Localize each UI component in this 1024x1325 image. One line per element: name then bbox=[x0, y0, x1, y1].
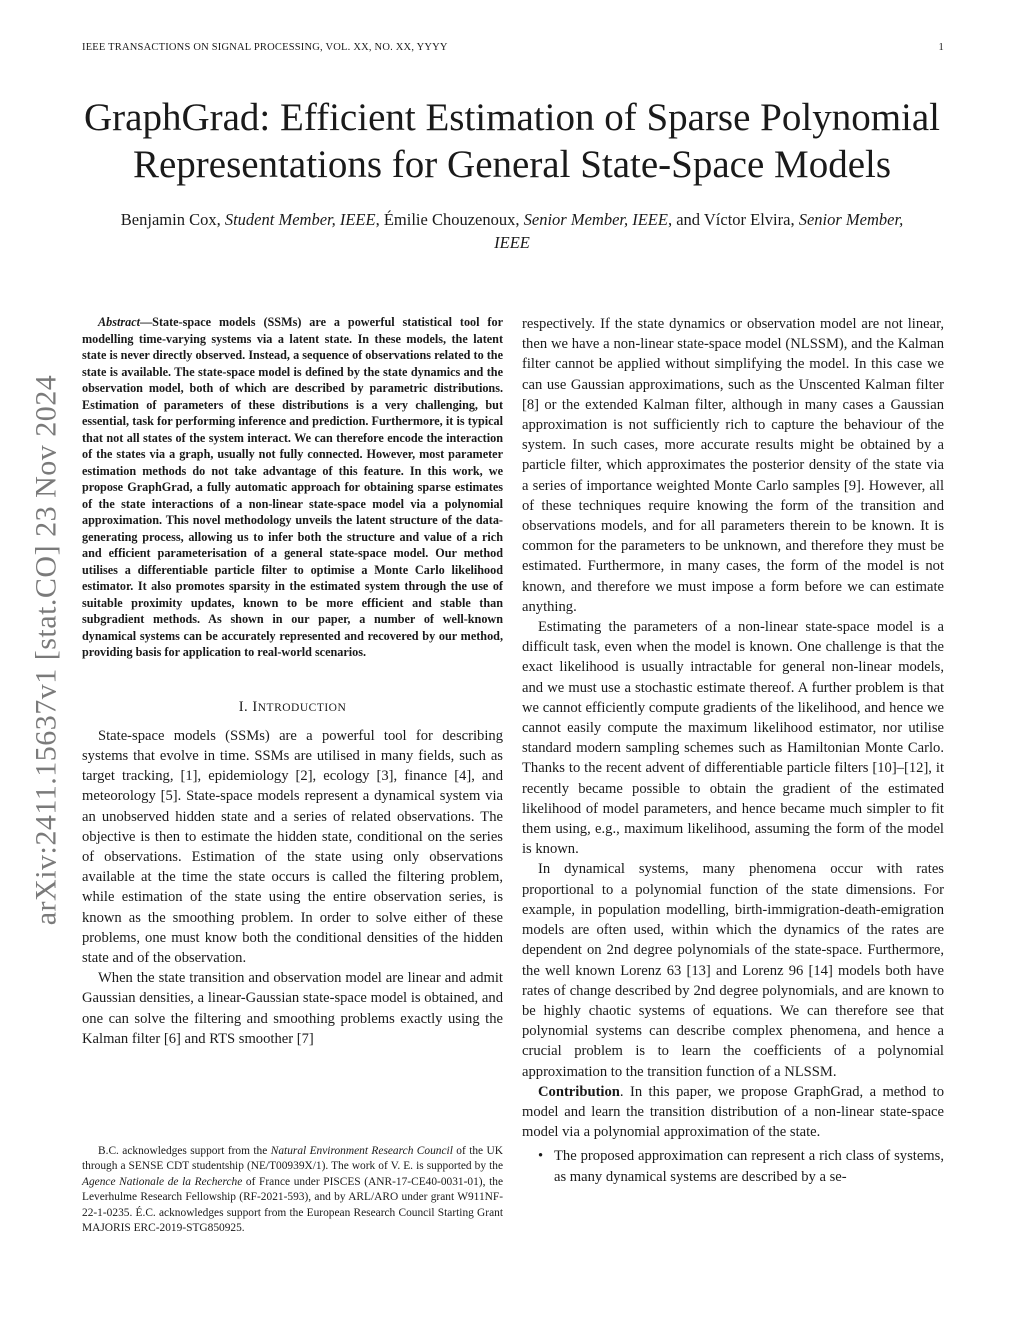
funding-footnote bbox=[82, 1144, 503, 1236]
journal-header: IEEE TRANSACTIONS ON SIGNAL PROCESSING, VOL. XX, NO. XX, YYYY bbox=[82, 42, 448, 53]
footnote-funder-2: Agence Nationale de la Recherche bbox=[82, 1175, 243, 1188]
footnote-text-3: of France under PISCES (ANR-17-CE40-0031-01), the Leverhulme Research Fellowship (RF-2021-593), and by ARL/ARO under grant W911NF-22-1-0235. É.C. acknowledges support from the European Research Council Starting Grant MAJORIS ERC-2019-STG850925. bbox=[82, 1175, 503, 1235]
section-title-initial: I bbox=[252, 698, 258, 715]
abstract-label: Abstract bbox=[98, 315, 140, 329]
arxiv-identifier: arXiv:2411.15637v1 [stat.CO] 23 Nov 2024 bbox=[29, 374, 63, 926]
author-2-name: , Émilie Chouzenoux, bbox=[375, 210, 524, 229]
right-column bbox=[522, 314, 944, 1187]
contribution-list bbox=[522, 1146, 944, 1186]
author-1-membership: Student Member, IEEE bbox=[224, 210, 376, 229]
paper-title: GraphGrad: Efficient Estimation of Sparse Polynomial Representations for General State-Space Models bbox=[83, 96, 941, 186]
intro-paragraph-2: When the state transition and observation model are linear and admit Gaussian densities, a linear-Gaussian state-space model is obtained, and one can solve the filtering and smoothing problems exactly using the Kalman filter [6] and RTS smoother [7] bbox=[82, 970, 503, 1047]
contribution-label: Contribution bbox=[538, 1083, 620, 1100]
section-heading-introduction bbox=[82, 697, 503, 718]
author-3-name: , and Víctor Elvira, bbox=[667, 210, 799, 229]
contribution-paragraph bbox=[522, 1082, 944, 1143]
author-list bbox=[110, 208, 914, 254]
right-paragraph-3: In dynamical systems, many phenomena occur with rates proportional to a polynomial function of the state dimensions. For example, in population modelling, birth-immigration-death-emigration models are often used, within which the dynamics of the rates are dependent on 2nd degree polynomials of the state-space. Furthermore, the well known Lorenz 63 [13] and Lorenz 96 [14] models both have rates of change described by 2nd degree polynomials, and are known to be highly chaotic systems of equations. We can therefore see that polynomial systems can describe complex phenomena, and hence a crucial problem is to learn the coefficients of a polynomial approximation to the transition function of a NLSSM. bbox=[522, 861, 944, 1080]
author-2-membership: Senior Member, IEEE bbox=[523, 210, 668, 229]
author-1-name: Benjamin Cox, bbox=[120, 210, 225, 229]
contribution-text: . In this paper, we propose GraphGrad, a method to model and learn the transition distribution of a non-linear state-space model via a polynomial approximation of the state. bbox=[522, 1083, 944, 1141]
page-number: 1 bbox=[938, 42, 944, 53]
left-column bbox=[82, 314, 503, 1049]
intro-paragraph-1: State-space models (SSMs) are a powerful tool for describing systems that evolve in time. SSMs are utilised in many fields, such as target tracking, [1], epidemiology [2], ecology [3], finance [4], and meteorology [5]. State-space models represent a dynamical system via an unobserved hidden state and a series of related observations. The objective is then to estimate the hidden state, conditional on the series of observations. Estimation of the state using only observations available at the time the state occurs is called the filtering problem, while estimation of the state using the entire observation series, is known as the smoothing problem. In order to solve either of these problems, one must know both the conditional densities of the hidden state and of the observation. bbox=[82, 727, 503, 966]
right-paragraph-2: Estimating the parameters of a non-linear state-space model is a difficult task, even when the model is known. One challenge is that the exact likelihood is usually intractable for general non-linear models, and we must use a stochastic estimate thereof. A further problem is that we cannot efficiently compute gradients of the likelihood, and hence we cannot easily compute the maximum likelihood estimator, nor utilise standard modern sampling schemes such as Hamiltonian Monte Carlo. Thanks to the recent advent of differentiable particle filters [10]–[12], it recently became possible to obtain the gradient of the estimated likelihood of model parameters, and hence became much simpler to fit them using, e.g., maximum likelihood, assuming the form of the model is known. bbox=[522, 619, 944, 858]
running-head bbox=[82, 42, 944, 58]
section-numeral: I. bbox=[238, 698, 253, 715]
footnote-text-1: B.C. acknowledges support from the bbox=[98, 1145, 271, 1157]
right-paragraph-1: respectively. If the state dynamics or observation model are not linear, then we have a non-linear state-space model (NLSSM), and the Kalman filter cannot be applied without simplifying the model. In this case we can use Gaussian approximations, such as the Unscented Kalman filter [8] or the extended Kalman filter, although in many cases a Gaussian approximation is not sufficiently rich to capture the behaviour of the system. In such cases, more accurate results might be obtained by a particle filter, which approximates the posterior density of the state via a series of importance weighted Monte Carlo samples [9]. However, all of these techniques require knowing the form of the transition and observations models, and for all parameters therein to be known. It is common for the parameters to be unknown, and therefore they must be estimated. Furthermore, in many cases, the form of the model is not known, and therefore we must impose a form before we can estimate anything. bbox=[522, 316, 944, 615]
footnote-funder-1: Natural Environment Research Council bbox=[270, 1145, 453, 1157]
footnote-text-2: of the UK through a SENSE CDT studentship (NE/T00939X/1). The work of V. E. is supported by the bbox=[82, 1145, 503, 1173]
abstract bbox=[82, 314, 503, 661]
section-title-rest: NTRODUCTION bbox=[257, 701, 347, 714]
abstract-text: —State-space models (SSMs) are a powerful statistical tool for modelling time-varying systems via a latent state. In these models, the latent state is never directly observed. Instead, a sequence of observations related to the state is available. The state-space model is defined by the state dynamics and the observation model, both of which are described by parametric distributions. Estimation of parameters of these distributions is a very challenging, but essential, task for performing inference and prediction. Furthermore, it is typical that not all states of the system interact. We can therefore encode the interaction of the states via a graph, usually not fully connected. However, most parameter estimation methods do not take advantage of this feature. In this work, we propose GraphGrad, a fully automatic approach for obtaining sparse estimates of the state interactions of a non-linear state-space model via a polynomial approximation. This novel methodology unveils the latent structure of the data-generating process, allowing us to infer both the structure and value of a rich and efficient parameterisation of a general state-space model. Our method utilises a differentiable particle filter to optimise a Monte Carlo likelihood estimator. It also promotes sparsity in the estimated system through the use of suitable proximity updates, known to be more efficient and stable than subgradient methods. As shown in our paper, a number of well-known dynamical systems can be accurately represented and recovered by our method, providing basis for application to real-world scenarios. bbox=[82, 315, 503, 659]
author-3-membership: Senior Member, IEEE bbox=[494, 210, 904, 252]
arxiv-stamp bbox=[26, 345, 66, 955]
list-item: • The proposed approximation can represent a rich class of systems, as many dynamical systems are described by a se- bbox=[522, 1146, 944, 1186]
